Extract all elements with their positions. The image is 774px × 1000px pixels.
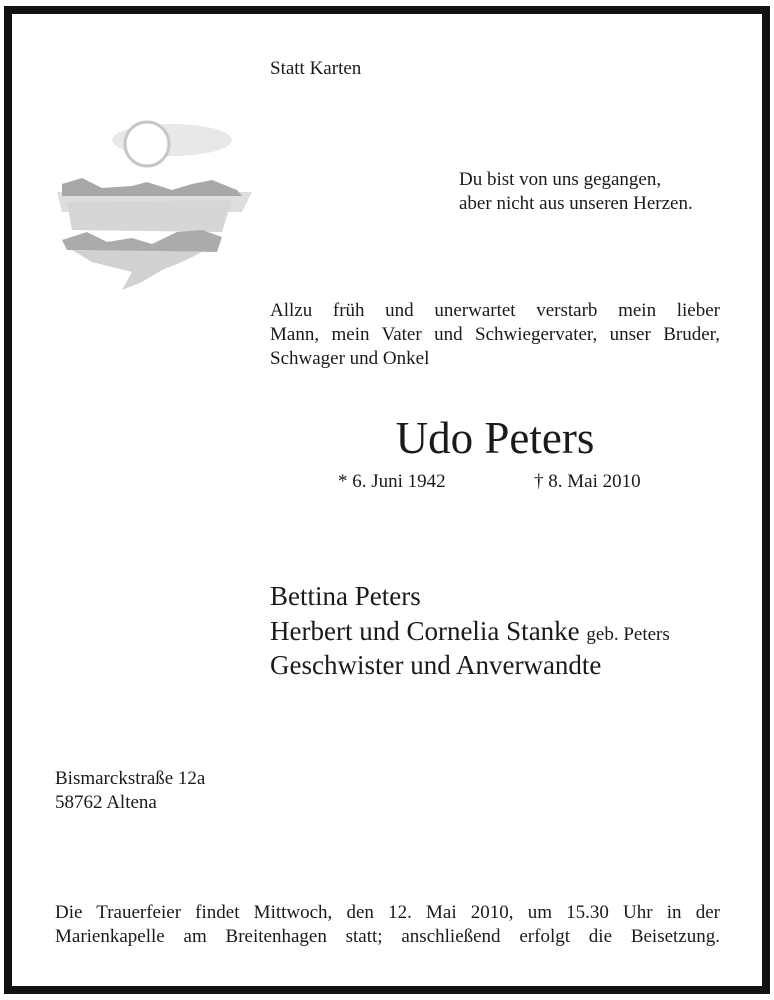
intro-paragraph bbox=[270, 299, 720, 371]
quote-line-2: aber nicht aus unseren Herzen. bbox=[459, 193, 693, 214]
family-line-2 bbox=[270, 614, 670, 652]
funeral-paragraph bbox=[55, 901, 720, 949]
funeral-line: Die Trauerfeier findet Mittwoch, den 12. Mai 2010, um 15.30 Uhr in der bbox=[55, 902, 720, 923]
statt-karten-label: Statt Karten bbox=[270, 58, 362, 79]
deceased-name: Udo Peters bbox=[395, 413, 595, 463]
funeral-line: Marienkapelle am Breitenhagen statt; anschließend erfolgt die Beisetzung. bbox=[55, 926, 720, 947]
maiden-name: geb. Peters bbox=[586, 624, 670, 645]
address-city: 58762 Altena bbox=[55, 792, 157, 813]
quote-line-1: Du bist von uns gegangen, bbox=[459, 169, 662, 190]
family-names: Herbert und Cornelia Stanke bbox=[270, 616, 580, 646]
intro-line: Allzu früh und unerwartet verstarb mein lieber bbox=[270, 300, 720, 321]
moon-over-landscape-illustration bbox=[52, 112, 252, 298]
family-line-1: Bettina Peters bbox=[270, 581, 421, 611]
family-line-3: Geschwister und Anverwandte bbox=[270, 650, 602, 680]
intro-line: Schwager und Onkel bbox=[270, 348, 430, 369]
death-date: † 8. Mai 2010 bbox=[534, 471, 641, 492]
intro-line: Mann, mein Vater und Schwiegervater, unser Bruder, bbox=[270, 324, 720, 345]
address-street: Bismarckstraße 12a bbox=[55, 768, 206, 789]
birth-date: * 6. Juni 1942 bbox=[338, 471, 446, 492]
